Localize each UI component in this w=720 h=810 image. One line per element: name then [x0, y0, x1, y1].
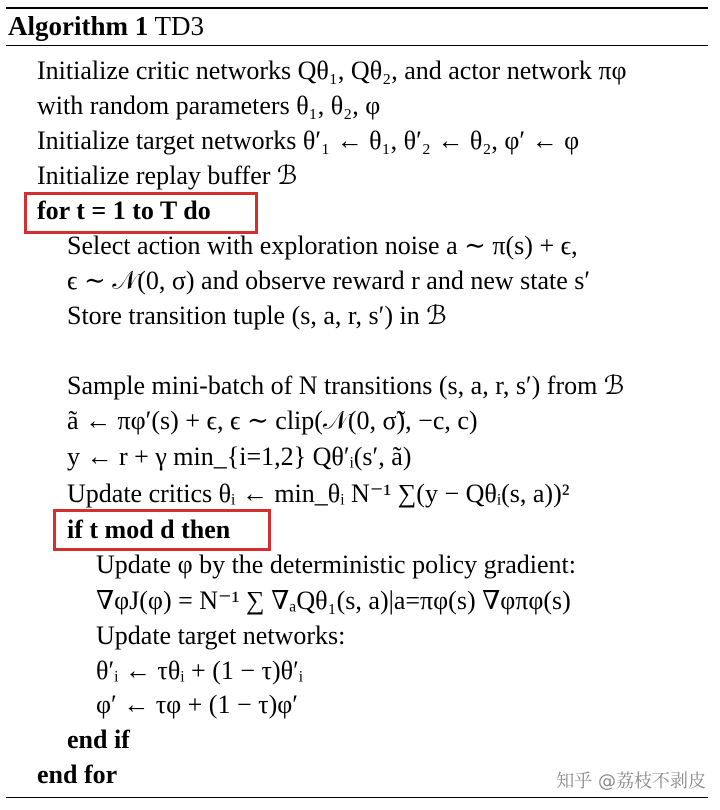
highlight-box-for-loop: [24, 192, 258, 234]
line-update-critics: Update critics θᵢ ← min_θᵢ N⁻¹ ∑(y − Qθᵢ(s, a))²: [67, 479, 570, 508]
line-init-buffer: Initialize replay buffer ℬ: [37, 161, 298, 190]
bottom-rule: [6, 797, 708, 798]
line-end-if: end if: [67, 725, 130, 754]
line-init-target: Initialize target networks θ′₁ ← θ₁, θ′₂ ← θ₂, φ′ ← φ: [37, 126, 580, 155]
line-theta-update: θ′ᵢ ← τθᵢ + (1 − τ)θ′ᵢ: [96, 656, 304, 685]
line-for-loop: for t = 1 to T do: [37, 196, 211, 225]
line-update-policy: Update φ by the deterministic policy gradient:: [96, 550, 576, 579]
line-observe-reward: ϵ ∼ 𝒩(0, σ) and observe reward r and new state s′: [67, 266, 591, 295]
algorithm-name: TD3: [154, 11, 204, 41]
line-update-targets: Update target networks:: [96, 621, 346, 650]
line-select-action: Select action with exploration noise a ∼ π(s) + ϵ,: [67, 231, 578, 260]
line-phi-update: φ′ ← τφ + (1 − τ)φ′: [96, 690, 298, 719]
watermark: 知乎 @荔枝不剥皮: [556, 771, 706, 792]
header-rule: [6, 45, 708, 46]
line-random-params: with random parameters θ₁, θ₂, φ: [37, 91, 381, 120]
line-sample-batch: Sample mini-batch of N transitions (s, a, r, s′) from ℬ: [67, 371, 625, 400]
line-store-transition: Store transition tuple (s, a, r, s′) in ℬ: [67, 301, 447, 330]
algorithm-header: [8, 10, 204, 42]
top-rule: [6, 7, 708, 9]
line-init-critic: Initialize critic networks Qθ₁, Qθ₂, and actor network πφ: [37, 56, 627, 85]
line-target-action: ã ← πφ′(s) + ϵ, ϵ ∼ clip(𝒩(0, σ̃), −c, c): [67, 406, 478, 435]
algorithm-label: Algorithm 1: [8, 11, 149, 41]
highlight-box-if-condition: [53, 509, 271, 551]
line-policy-gradient: ∇φJ(φ) = N⁻¹ ∑ ∇ₐQθ₁(s, a)|a=πφ(s) ∇φπφ(s): [96, 586, 571, 615]
line-end-for: end for: [37, 760, 118, 789]
line-target-value: y ← r + γ min_{i=1,2} Qθ′ᵢ(s′, ã): [67, 442, 412, 471]
line-if-condition: if t mod d then: [67, 515, 231, 544]
